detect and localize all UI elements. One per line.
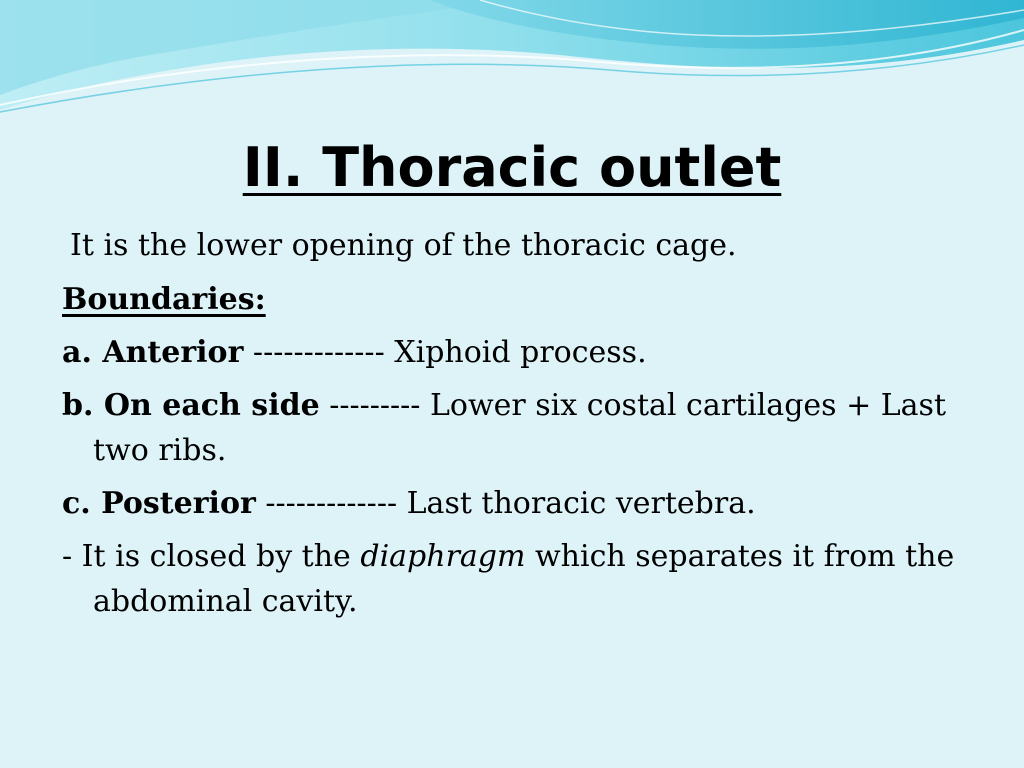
boundary-item-posterior (62, 481, 962, 526)
intro-text: It is the lower opening of the thoracic cage. (70, 228, 737, 263)
boundary-label: b. On each side (62, 388, 320, 423)
boundary-text: ------------- Last thoracic vertebra. (255, 486, 756, 521)
note-prefix: - It is closed by the (62, 539, 361, 574)
boundary-label: a. Anterior (62, 335, 244, 370)
boundaries-heading: Boundaries: (62, 282, 266, 317)
slide-body (62, 223, 962, 624)
note-emphasis: diaphragm (360, 539, 526, 574)
diaphragm-note (62, 534, 962, 624)
boundary-item-anterior (62, 330, 962, 375)
note-suffix: which separates it from the abdominal cavity. (93, 539, 955, 619)
boundary-text: ------------- Xiphoid process. (243, 335, 647, 370)
header-wave-decoration (0, 0, 1024, 130)
boundary-item-side (62, 383, 962, 473)
slide-title: II. Thoracic outlet (242, 136, 782, 199)
boundary-text: --------- Lower six costal cartilages + Last two ribs. (93, 388, 947, 468)
boundary-label: c. Posterior (62, 486, 256, 521)
